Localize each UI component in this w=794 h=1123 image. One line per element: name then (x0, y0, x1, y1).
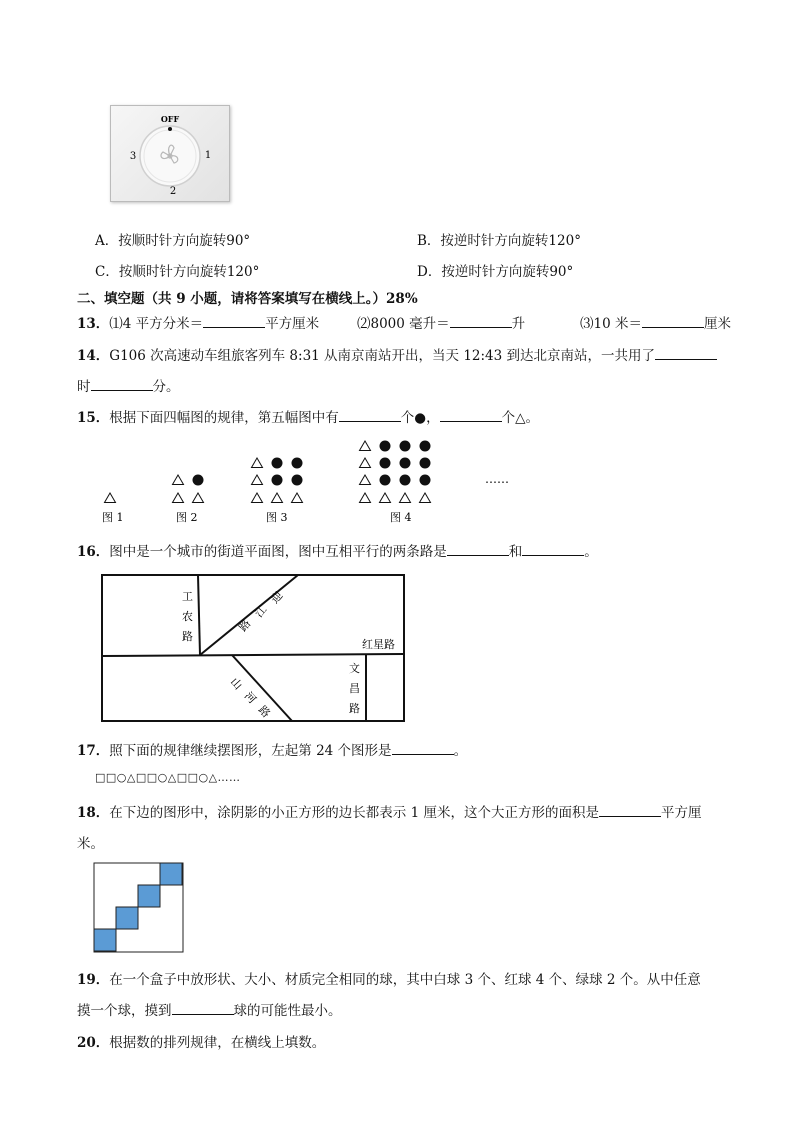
option-d[interactable]: D．按逆时针方向旋转90° (417, 264, 574, 280)
fig3-triangle (272, 493, 283, 503)
yingjiang-char-2: 江 (252, 603, 270, 620)
dial-label-2: 2 (169, 186, 177, 197)
shaded-square (138, 885, 160, 907)
hongxing-road-label: 红星路 (362, 638, 395, 651)
question-19-number: 19． (77, 972, 110, 988)
section-2-title: 二、填空题（共 9 小题，请将答案填写在横线上。）28% (77, 291, 418, 307)
wenchang-char-3: 路 (349, 702, 360, 715)
question-15-number: 15． (77, 410, 110, 426)
yingjiang-road-line (200, 575, 298, 655)
fig4-triangle (400, 493, 411, 503)
fig3-dot (272, 458, 283, 469)
question-16-number: 16． (77, 544, 110, 560)
gongnong-char-2: 农 (182, 610, 193, 623)
fig3-label: 图 3 (266, 511, 288, 524)
question-17 (77, 739, 467, 759)
q13-part3-unit: 厘米 (703, 316, 731, 332)
fig2-label: 图 2 (176, 511, 198, 524)
fig4-triangle (360, 493, 371, 503)
q17-blank[interactable] (392, 742, 454, 755)
q14-line1: G106 次高速动车组旅客列车 8:31 从南京南站开出，当天 12:43 到达北京南站，一共用了 (109, 348, 656, 364)
question-13-part3 (580, 312, 731, 332)
fig3-dot (292, 475, 303, 486)
fig2-dot (193, 475, 204, 486)
street-map (100, 574, 406, 724)
fig3-dot (272, 475, 283, 486)
q15-ellipsis: …… (485, 472, 509, 486)
q16-text-c: 。 (584, 544, 598, 560)
fan-switch-photo (110, 105, 230, 202)
fig4-dot (400, 475, 411, 486)
q16-text-b: 和 (508, 544, 523, 560)
q15-text-c: 个△。 (501, 410, 539, 426)
q14-blank-minutes[interactable] (91, 378, 153, 391)
shanhe-char-3: 路 (255, 703, 273, 721)
fig2-triangle (173, 493, 184, 503)
q18-blank[interactable] (599, 804, 661, 817)
fig3-triangle (252, 475, 263, 485)
fig3-triangle (252, 458, 263, 468)
q13-blank-2[interactable] (450, 315, 512, 328)
q15-text-b: 个●， (400, 410, 440, 426)
fig4-dot (420, 458, 431, 469)
option-c[interactable]: C．按顺时针方向旋转120° (95, 264, 260, 280)
wenchang-char-2: 昌 (349, 682, 360, 695)
fig4-dot (400, 458, 411, 469)
fig4-triangle (360, 458, 371, 468)
dial-label-1: 1 (204, 150, 212, 161)
question-18 (77, 801, 701, 821)
q16-blank-2[interactable] (522, 543, 584, 556)
q19-line1: 在一个盒子中放形状、大小、材质完全相同的球，其中白球 3 个、红球 4 个、绿球 2 个。从中任意 (109, 972, 701, 988)
q19-line2-b: 球的可能性最小。 (233, 1003, 342, 1019)
question-14 (77, 344, 717, 364)
question-13-number: 13． (77, 316, 110, 332)
hongxing-road-line (102, 654, 404, 656)
q14-blank-hours[interactable] (655, 347, 717, 360)
q13-blank-3[interactable] (642, 315, 704, 328)
q15-text-a: 根据下面四幅图的规律，第五幅图中有 (109, 410, 339, 426)
q14-hours-unit: 时 (77, 379, 91, 395)
q17-text-b: 。 (453, 743, 468, 759)
option-b[interactable]: B．按逆时针方向旋转120° (417, 233, 581, 249)
fig4-dot (380, 475, 391, 486)
fig1-label: 图 1 (102, 511, 124, 524)
fig3-triangle (292, 493, 303, 503)
q15-blank-triangles[interactable] (440, 409, 502, 422)
fig4-dot (380, 458, 391, 469)
fig4-dot (420, 475, 431, 486)
yingjiang-char-1: 迎 (268, 589, 286, 606)
dial-label-3: 3 (129, 151, 137, 162)
q17-text-a: 照下面的规律继续摆图形，左起第 24 个图形是 (109, 743, 392, 759)
gongnong-char-3: 路 (182, 630, 193, 643)
q20-text: 根据数的排列规律，在横线上填数。 (109, 1035, 326, 1051)
q19-blank[interactable] (172, 1002, 234, 1015)
question-19 (77, 968, 701, 988)
question-20-number: 20． (77, 1035, 110, 1051)
question-16 (77, 540, 598, 560)
q15-pattern-figures (90, 433, 530, 528)
q13-part3-text: ⑶10 米＝ (580, 316, 642, 332)
dial-indicator-dot (168, 127, 172, 131)
fan-dial-illustration (111, 106, 229, 201)
question-14-line2 (77, 375, 180, 395)
question-17-number: 17． (77, 743, 110, 759)
shaded-square (160, 863, 182, 885)
question-13 (77, 312, 319, 332)
q19-line2-a: 摸一个球，摸到 (77, 1003, 172, 1019)
q18-line1-unit: 平方厘 (660, 805, 702, 821)
q13-part1-text: ⑴4 平方分米＝ (109, 316, 204, 332)
fig4-triangle (360, 475, 371, 485)
yingjiang-char-3: 路 (236, 617, 254, 634)
fig4-triangle (380, 493, 391, 503)
fig4-dot (420, 441, 431, 452)
q17-shape-pattern: □□○△□□○△□□○△…… (95, 771, 241, 784)
wenchang-char-1: 文 (349, 662, 360, 675)
fig4-triangle (360, 441, 371, 451)
option-a[interactable]: A．按顺时针方向旋转90° (95, 233, 251, 249)
q14-minutes-unit: 分。 (152, 379, 180, 395)
fig4-triangle (420, 493, 431, 503)
fig4-label: 图 4 (390, 511, 412, 524)
q18-line1: 在下边的图形中，涂阴影的小正方形的边长都表示 1 厘米，这个大正方形的面积是 (109, 805, 599, 821)
q18-square-figure (93, 862, 185, 954)
question-15 (77, 406, 539, 426)
q13-part2-text: ⑵8000 毫升＝ (357, 316, 450, 332)
dial-label-off: OFF (160, 114, 180, 124)
fig3-dot (292, 458, 303, 469)
fig1-triangle (105, 493, 116, 503)
q13-part1-unit: 平方厘米 (265, 316, 320, 332)
fig2-triangle (193, 493, 204, 503)
gongnong-road-line (198, 575, 200, 655)
q18-line2: 米。 (77, 836, 104, 852)
fig3-triangle (252, 493, 263, 503)
question-14-number: 14． (77, 348, 110, 364)
fig4-dot (400, 441, 411, 452)
shanhe-char-2: 河 (241, 689, 259, 707)
fig2-triangle (173, 475, 184, 485)
question-18-number: 18． (77, 805, 110, 821)
shaded-square (116, 907, 138, 929)
q13-part2-unit: 升 (511, 316, 526, 332)
q15-blank-dots[interactable] (339, 409, 401, 422)
question-19-line2 (77, 999, 342, 1019)
shanhe-char-1: 山 (227, 675, 245, 693)
question-20 (77, 1031, 325, 1051)
gongnong-char-1: 工 (182, 590, 193, 603)
q16-text-a: 图中是一个城市的街道平面图，图中互相平行的两条路是 (109, 544, 447, 560)
fig4-dot (380, 441, 391, 452)
question-13-part2 (357, 312, 525, 332)
shaded-square (94, 929, 116, 951)
q13-blank-1[interactable] (203, 315, 265, 328)
q16-blank-1[interactable] (447, 543, 509, 556)
